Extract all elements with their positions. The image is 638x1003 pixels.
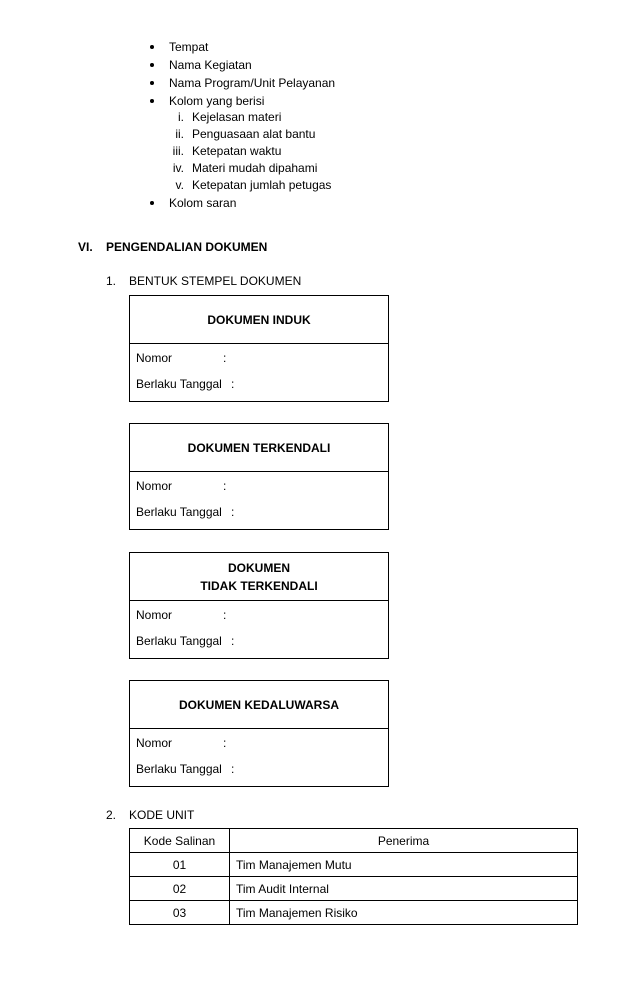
kode-cell: 02 <box>130 877 230 901</box>
subsection-title: KODE UNIT <box>129 808 195 822</box>
subsection-title: BENTUK STEMPEL DOKUMEN <box>129 274 302 288</box>
stamp-title <box>130 553 388 601</box>
stamp-dokumen-terkendali <box>129 423 389 530</box>
berlaku-label: Berlaku Tanggal <box>136 634 222 648</box>
stamp-dokumen-induk <box>129 295 389 402</box>
nomor-colon: : <box>223 479 227 493</box>
stamp-title: DOKUMEN TERKENDALI <box>130 424 388 472</box>
nomor-colon: : <box>223 351 227 365</box>
bullet-item: Tempat <box>169 40 209 54</box>
berlaku-label: Berlaku Tanggal <box>136 505 222 519</box>
sublist-number: i. <box>178 110 184 124</box>
subsection-number: 2. <box>106 808 117 822</box>
header-penerima: Penerima <box>230 829 578 853</box>
sublist-number: iv. <box>172 161 184 175</box>
nomor-label: Nomor <box>136 736 173 750</box>
stamp-dokumen-kedaluwarsa <box>129 680 389 787</box>
stamp-title-line1: DOKUMEN <box>227 560 290 575</box>
stamp-dokumen-tidak-terkendali <box>129 552 389 659</box>
nomor-label: Nomor <box>136 608 173 622</box>
table-row <box>130 853 578 877</box>
sublist-number: ii. <box>175 127 184 141</box>
sublist-item: Ketepatan waktu <box>192 144 282 158</box>
kode-unit-table <box>129 828 578 925</box>
sublist-item: Ketepatan jumlah petugas <box>192 178 332 192</box>
bullet-item: Nama Kegiatan <box>169 58 252 72</box>
sublist-item: Materi mudah dipahami <box>192 161 318 175</box>
subsection-number: 1. <box>106 274 117 288</box>
section-title: PENGENDALIAN DOKUMEN <box>106 240 268 254</box>
section-number: VI. <box>78 240 93 254</box>
penerima-cell: Tim Manajemen Mutu <box>230 853 578 877</box>
bullet-item: Kolom yang berisi <box>169 94 265 108</box>
penerima-cell: Tim Manajemen Risiko <box>230 901 578 925</box>
kode-cell: 01 <box>130 853 230 877</box>
table-row <box>130 877 578 901</box>
penerima-cell: Tim Audit Internal <box>230 877 578 901</box>
nomor-colon: : <box>223 736 227 750</box>
berlaku-colon: : <box>231 505 235 519</box>
bullet-dot <box>150 81 154 85</box>
berlaku-colon: : <box>231 377 235 391</box>
nomor-label: Nomor <box>136 479 173 493</box>
bullet-dot <box>150 201 154 205</box>
sublist-number: v. <box>175 178 184 192</box>
bullet-dot <box>150 45 154 49</box>
nomor-colon: : <box>223 608 227 622</box>
bullet-dot <box>150 63 154 67</box>
sublist-item: Kejelasan materi <box>192 110 282 124</box>
table-header-row <box>130 829 578 853</box>
berlaku-colon: : <box>231 634 235 648</box>
stamp-title: DOKUMEN KEDALUWARSA <box>130 681 388 729</box>
table-row <box>130 901 578 925</box>
bullet-item: Kolom saran <box>169 196 237 210</box>
berlaku-colon: : <box>231 762 235 776</box>
stamp-title: DOKUMEN INDUK <box>130 296 388 344</box>
berlaku-label: Berlaku Tanggal <box>136 377 222 391</box>
bullet-item: Nama Program/Unit Pelayanan <box>169 76 336 90</box>
bullet-dot <box>150 99 154 103</box>
nomor-label: Nomor <box>136 351 173 365</box>
stamp-title-line2: TIDAK TERKENDALI <box>200 578 318 593</box>
sublist-item: Penguasaan alat bantu <box>192 127 316 141</box>
header-kode-salinan: Kode Salinan <box>130 829 230 853</box>
kode-cell: 03 <box>130 901 230 925</box>
sublist-number: iii. <box>172 144 184 158</box>
berlaku-label: Berlaku Tanggal <box>136 762 222 776</box>
